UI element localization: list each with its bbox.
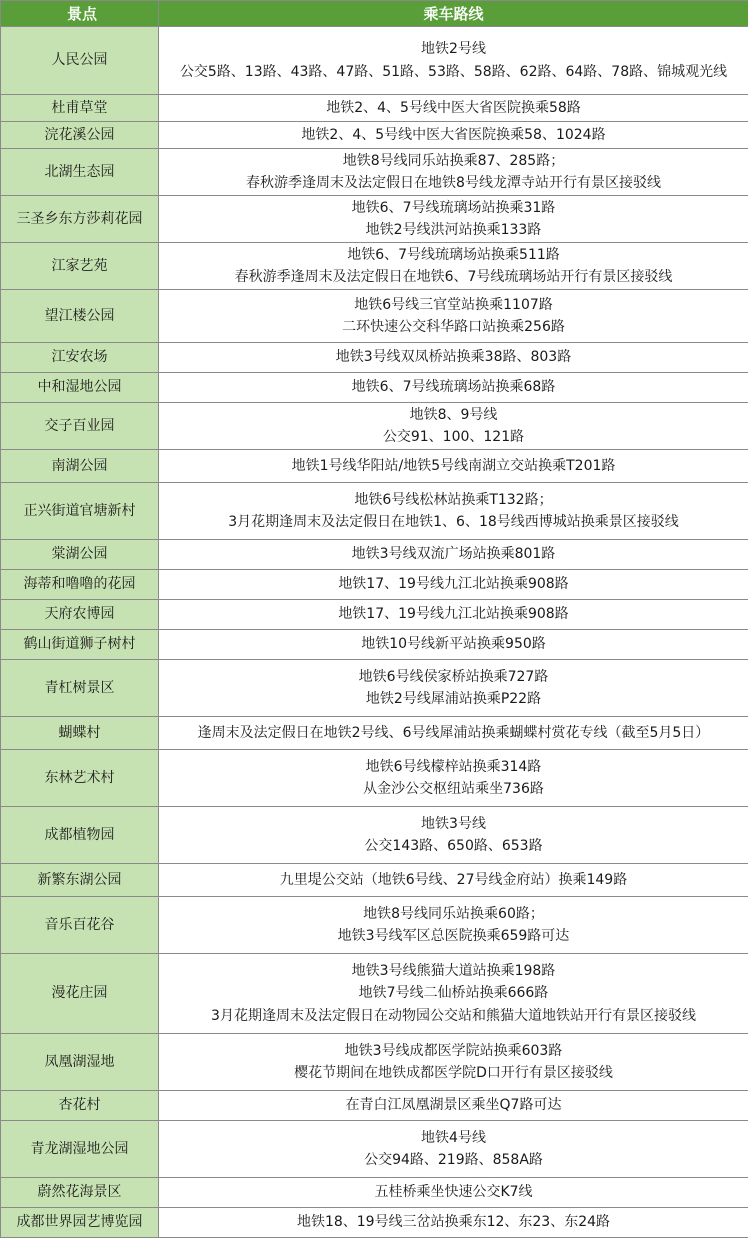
route-line: 地铁6号线侯家桥站换乘727路 [358,668,549,685]
route-cell [159,290,748,343]
attraction-name: 中和湿地公园 [1,373,159,403]
route-cell [159,27,748,95]
route-line: 地铁10号线新平站换乘950路 [361,636,546,653]
route-cell [159,1178,748,1208]
route-line: 地铁6号线松林站换乘T132路； [354,491,553,508]
attraction-name: 海蒂和噜噜的花园 [1,570,159,600]
route-cell [159,373,748,403]
route-cell [159,95,748,122]
route-line: 二环快速公交科华路口站换乘256路 [342,319,565,335]
table-row [1,290,748,343]
route-line: 地铁17、19号线九江北站换乘908路 [338,606,569,623]
route-line: 地铁6号线檬梓站换乘314路 [365,758,542,775]
route-line: 地铁3号线双凤桥站换乘38路、803路 [335,349,572,366]
route-line: 公交5路、13路、43路、47路、51路、53路、58路、62路、64路、78路、锦城观光线 [179,63,728,80]
route-line: 地铁4号线 [421,1129,486,1146]
route-line: 地铁2号线犀浦站换乘P22路 [365,691,542,707]
route-line: 地铁6、7号线琉璃场站换乘31路 [351,199,556,216]
route-line: 公交94路、219路、858A路 [364,1152,543,1168]
table-row [1,540,748,570]
route-line: 地铁2号线洪河站换乘133路 [365,222,542,238]
table-row [1,807,748,864]
route-cell [159,954,748,1034]
table-row [1,1208,748,1238]
route-line: 地铁2、4、5号线中医大省医院换乘58、1024路 [301,126,606,143]
attraction-name: 东林艺术村 [1,750,159,807]
table-row [1,660,748,717]
route-line: 地铁2、4、5号线中医大省医院换乘58路 [326,99,581,116]
route-line: 地铁3号线双流广场站换乘801路 [351,546,556,563]
table-row [1,630,748,660]
attraction-name: 正兴街道官塘新村 [1,483,159,540]
attraction-name: 成都植物园 [1,807,159,864]
route-line: 地铁8、9号线 [409,406,498,423]
attraction-name: 蝴蝶村 [1,717,159,750]
attraction-name: 漫花庄园 [1,954,159,1034]
route-cell [159,540,748,570]
table-row [1,149,748,196]
route-line: 3月花期逢周末及法定假日在动物园公交站和熊猫大道地铁站开行有景区接驳线 [211,1007,696,1024]
route-cell [159,149,748,196]
attraction-name: 成都世界园艺博览园 [1,1208,159,1238]
route-cell [159,343,748,373]
route-cell [159,450,748,483]
table-row [1,864,748,897]
route-line: 地铁3号线熊猫大道站换乘198路 [351,962,556,979]
route-line: 地铁17、19号线九江北站换乘908路 [338,576,569,593]
table-row [1,483,748,540]
route-cell [159,600,748,630]
table-row [1,1121,748,1178]
table-row [1,373,748,403]
route-line: 春秋游季逢周末及法定假日在地铁6、7号线琉璃场站开行有景区接驳线 [234,269,673,285]
table-row [1,717,748,750]
attraction-name: 江家艺苑 [1,243,159,290]
table-row [1,243,748,290]
table-row [1,196,748,243]
table-row [1,343,748,373]
attraction-name: 蔚然花海景区 [1,1178,159,1208]
table-row [1,1091,748,1121]
attraction-name: 交子百业园 [1,403,159,450]
route-line: 公交91、100、121路 [382,429,525,445]
route-cell [159,122,748,149]
table-row [1,403,748,450]
route-line: 地铁7号线二仙桥站换乘666路 [358,985,549,1002]
route-cell [159,1121,748,1178]
route-cell [159,403,748,450]
route-line: 樱花节期间在地铁成都医学院D口开行有景区接驳线 [294,1065,613,1081]
route-cell [159,897,748,954]
attraction-name: 北湖生态园 [1,149,159,196]
route-cell [159,660,748,717]
attraction-name: 三圣乡东方莎莉花园 [1,196,159,243]
table-row [1,897,748,954]
table-row [1,122,748,149]
attraction-name: 天府农博园 [1,600,159,630]
table-body [1,27,748,1238]
route-line: 地铁3号线成都医学院站换乘603路 [344,1042,563,1059]
route-cell [159,807,748,864]
attraction-name: 南湖公园 [1,450,159,483]
route-cell [159,864,748,897]
route-line: 五桂桥乘坐快速公交K7线 [374,1184,533,1201]
attraction-name: 青龙湖湿地公园 [1,1121,159,1178]
route-line: 地铁6、7号线琉璃场站换乘68路 [351,379,556,396]
route-cell [159,570,748,600]
attraction-name: 人民公园 [1,27,159,95]
table-header-row [1,1,748,27]
table-row [1,27,748,95]
attraction-name: 棠湖公园 [1,540,159,570]
route-line: 地铁2号线 [421,41,486,57]
route-cell [159,750,748,807]
route-cell [159,243,748,290]
route-cell [159,483,748,540]
route-line: 地铁8号线同乐站换乘60路； [363,905,544,922]
attraction-name: 江安农场 [1,343,159,373]
attraction-name: 新繁东湖公园 [1,864,159,897]
attraction-name: 音乐百花谷 [1,897,159,954]
attraction-name: 杜甫草堂 [1,95,159,122]
route-line: 3月花期逢周末及法定假日在地铁1、6、18号线西博城站换乘景区接驳线 [228,514,679,530]
attraction-name: 杏花村 [1,1091,159,1121]
route-line: 地铁18、19号线三岔站换乘东12、东23、东24路 [296,1214,611,1231]
table-row [1,450,748,483]
attraction-name: 青杠树景区 [1,660,159,717]
route-line: 地铁6、7号线琉璃场站换乘511路 [347,246,560,263]
route-cell [159,1091,748,1121]
table-row [1,1178,748,1208]
route-line: 春秋游季逢周末及法定假日在地铁8号线龙潭寺站开行有景区接驳线 [246,175,661,191]
table-row [1,95,748,122]
route-cell [159,717,748,750]
route-cell [159,1034,748,1091]
attraction-name: 浣花溪公园 [1,122,159,149]
route-line: 地铁8号线同乐站换乘87、285路； [342,152,565,169]
attraction-name: 望江楼公园 [1,290,159,343]
attraction-name: 鹤山街道狮子树村 [1,630,159,660]
table-row [1,1034,748,1091]
route-line: 地铁3号线军区总医院换乘659路可达 [337,928,570,944]
table-row [1,954,748,1034]
route-cell [159,630,748,660]
route-line: 在青白江凤凰湖景区乘坐Q7路可达 [345,1097,562,1114]
route-line: 逢周末及法定假日在地铁2号线、6号线犀浦站换乘蝴蝶村赏花专线（截至5月5日） [197,724,710,741]
route-line: 公交143路、650路、653路 [364,838,543,854]
route-line: 从金沙公交枢纽站乘坐736路 [363,781,544,797]
route-cell [159,1208,748,1238]
route-line: 地铁3号线 [421,815,486,832]
header-attraction: 景点 [1,1,159,27]
route-line: 九里堤公交站（地铁6号线、27号线金府站）换乘149路 [279,871,628,888]
route-line: 地铁6号线三官堂站换乘1107路 [354,296,553,313]
table-row [1,570,748,600]
table-row [1,600,748,630]
attraction-name: 凤凰湖湿地 [1,1034,159,1091]
route-line: 地铁1号线华阳站/地铁5号线南湖立交站换乘T201路 [291,457,616,474]
header-route: 乘车路线 [159,1,748,27]
route-cell [159,196,748,243]
table-row [1,750,748,807]
